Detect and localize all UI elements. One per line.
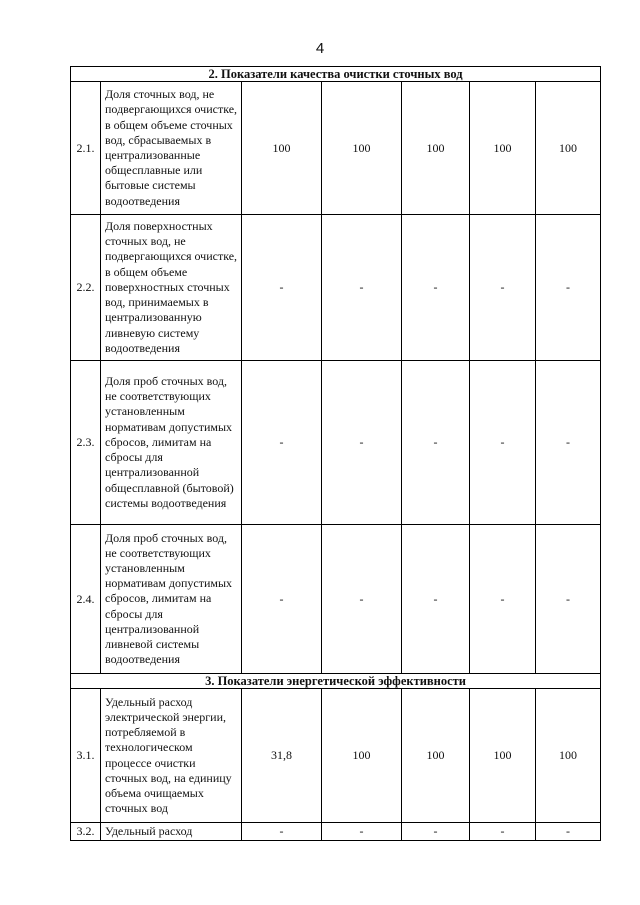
section-header-row bbox=[71, 67, 601, 82]
value-cell: - bbox=[242, 823, 322, 841]
value-cell: 100 bbox=[322, 689, 402, 823]
value-cell: 100 bbox=[470, 689, 536, 823]
value-cell: - bbox=[242, 361, 322, 525]
row-description: Доля проб сточных вод, не соответствующих установленным нормативам допустимых сбросов, лимитам на сбросы для централизованной общесплавной (бытовой) системы водоотведения bbox=[101, 361, 242, 525]
value-cell: - bbox=[242, 215, 322, 361]
table-row bbox=[71, 689, 601, 823]
section-title: 2. Показатели качества очистки сточных вод bbox=[71, 67, 601, 82]
table-row bbox=[71, 361, 601, 525]
value-cell: - bbox=[470, 823, 536, 841]
indicators-table bbox=[70, 66, 601, 841]
value-cell: - bbox=[470, 215, 536, 361]
row-description: Удельный расход электрической энергии, потребляемой в технологическом процессе очистки сточных вод, на единицу объема очищаемых сточных вод bbox=[101, 689, 242, 823]
row-number: 3.1. bbox=[71, 689, 101, 823]
value-cell: 100 bbox=[322, 82, 402, 215]
value-cell: - bbox=[242, 525, 322, 674]
value-cell: 100 bbox=[242, 82, 322, 215]
value-cell: 100 bbox=[536, 82, 601, 215]
row-number: 2.2. bbox=[71, 215, 101, 361]
page-number: 4 bbox=[315, 40, 325, 57]
row-number: 2.1. bbox=[71, 82, 101, 215]
value-cell: 31,8 bbox=[242, 689, 322, 823]
value-cell: 100 bbox=[402, 689, 470, 823]
value-cell: - bbox=[402, 525, 470, 674]
value-cell: - bbox=[322, 525, 402, 674]
section-header-row bbox=[71, 674, 601, 689]
value-cell: - bbox=[536, 215, 601, 361]
value-cell: 100 bbox=[536, 689, 601, 823]
row-number: 2.3. bbox=[71, 361, 101, 525]
section-title: 3. Показатели энергетической эффективности bbox=[71, 674, 601, 689]
value-cell: 100 bbox=[402, 82, 470, 215]
row-number: 2.4. bbox=[71, 525, 101, 674]
row-description: Доля поверхностных сточных вод, не подвергающихся очистке, в общем объеме поверхностных сточных вод, принимаемых в централизованную ливневую систему водоотведения bbox=[101, 215, 242, 361]
table-row bbox=[71, 82, 601, 215]
row-description: Удельный расход bbox=[101, 823, 242, 841]
value-cell: - bbox=[536, 525, 601, 674]
value-cell: - bbox=[322, 361, 402, 525]
value-cell: - bbox=[402, 823, 470, 841]
value-cell: - bbox=[402, 215, 470, 361]
value-cell: - bbox=[536, 823, 601, 841]
table-row bbox=[71, 215, 601, 361]
table-row bbox=[71, 525, 601, 674]
row-description: Доля сточных вод, не подвергающихся очистке, в общем объеме сточных вод, сбрасываемых в централизованные общесплавные или бытовые системы водоотведения bbox=[101, 82, 242, 215]
table-row bbox=[71, 823, 601, 841]
value-cell: - bbox=[470, 361, 536, 525]
value-cell: 100 bbox=[470, 82, 536, 215]
value-cell: - bbox=[536, 361, 601, 525]
value-cell: - bbox=[402, 361, 470, 525]
value-cell: - bbox=[322, 215, 402, 361]
value-cell: - bbox=[322, 823, 402, 841]
row-number: 3.2. bbox=[71, 823, 101, 841]
value-cell: - bbox=[470, 525, 536, 674]
row-description: Доля проб сточных вод, не соответствующих установленным нормативам допустимых сбросов, лимитам на сбросы для централизованной ливневой системы водоотведения bbox=[101, 525, 242, 674]
